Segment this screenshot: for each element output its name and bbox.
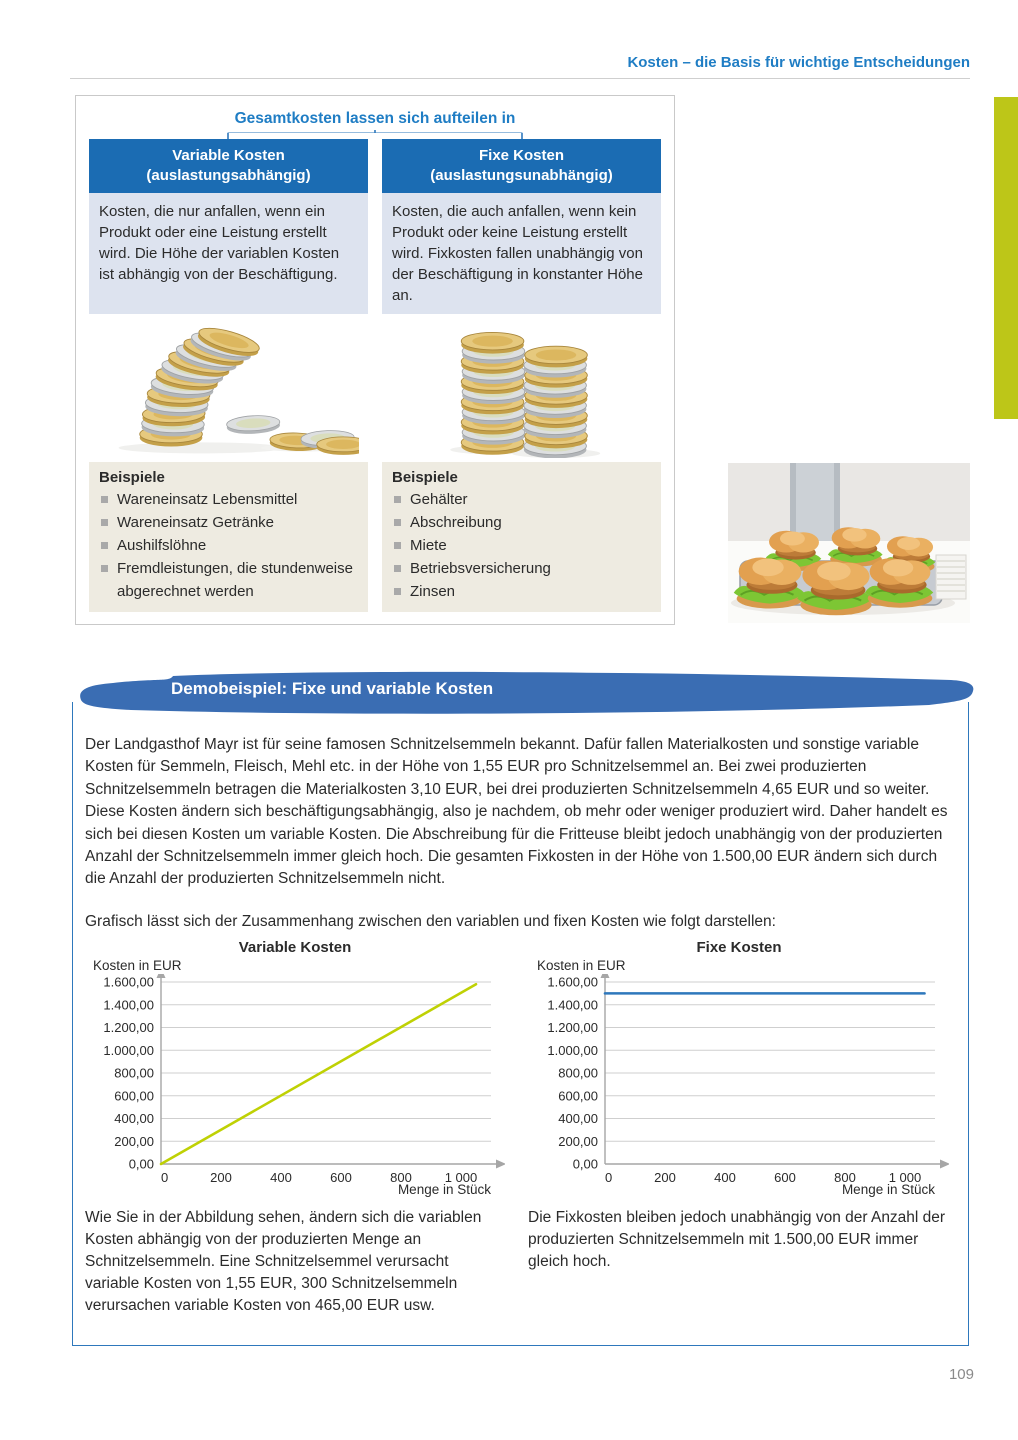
list-item [392,534,651,557]
list-item [99,488,358,511]
y-tick-label: 1.400,00 [547,997,598,1013]
list-item [99,557,358,603]
y-tick-label: 400,00 [558,1110,598,1126]
variable-costs-chart [85,939,505,1197]
example-text: Betriebsversicherung [410,560,551,577]
coins-stacks-icon [392,320,652,458]
variable-costs-subheading: (auslastungsabhängig) [146,167,311,184]
schnitzelsemmeln-photo [728,463,970,623]
fixed-costs-examples [382,462,661,612]
list-item [392,488,651,511]
chart-title: Variable Kosten [238,938,352,956]
charts-row [85,939,956,1197]
x-tick-label: 600 [330,1169,352,1184]
napkin-stack [936,555,966,599]
fixed-costs-header [382,139,661,193]
header-rule [70,78,970,79]
x-axis-arrow [496,1159,505,1168]
y-tick-label: 400,00 [114,1110,154,1126]
demo-banner-title: Demobeispiel: Fixe und variable Kosten [171,679,494,698]
x-tick-label: 1 000 [444,1169,478,1184]
example-text: Wareneinsatz Getränke [117,514,275,531]
variable-chart-caption: Wie Sie in der Abbildung sehen, ändern sich die variablen Kosten abhängig von der produzierten Menge an Schnitzelsemmeln. Eine Schnitzelsemmel verursacht variable Kosten von 1,55 EUR, 300 Schnitzelsemmeln verursachen variable Kosten von 465,00 EUR usw. [85,1208,482,1314]
y-tick-label: 0,00 [128,1156,154,1172]
example-text: Wareneinsatz Lebensmittel [117,491,298,508]
demo-paragraph: Der Landgasthof Mayr ist für seine famosen Schnitzelsemmeln bekannt. Dafür fallen Materialkosten und sonstige variable Kosten für Semmeln, Fleisch, Mehl etc. in der Höhe von 1,55 EUR pro Schnitzelsemmel an. Bei zwei produzierten Schnitzelsemmeln betragen die Materialkosten 3,10 EUR, bei drei produzierten Schnitzelsemmeln 4,65 EUR und so weiter. Diese Kosten ändern sich beschäftigungsabhängig, also je nachdem, ob mehr oder weniger produziert wird. Daher handelt es sich bei diesen Kosten um variable Kosten. Die Abschreibung für die Fritteuse bleibt jedoch unabhängig von der produzierten Anzahl der Schnitzelsemmeln immer gleich hoch. Die gesamten Fixkosten in der Höhe von 1.500,00 EUR ändern sich durch die Anzahl der produzierten Schnitzelsemmeln nicht. [85,736,948,888]
x-tick-label: 1 000 [888,1169,922,1184]
y-tick-label: 600,00 [558,1088,598,1104]
list-item [392,511,651,534]
example-text: Gehälter [410,491,468,508]
y-axis-arrow [157,974,166,978]
y-tick-label: 1.600,00 [547,974,598,990]
x-tick-label: 200 [654,1169,676,1184]
list-item [99,534,358,557]
demo-example-box [72,679,969,1346]
examples-title: Beispiele [99,469,165,486]
overview-title: Gesamtkosten lassen sich aufteilen in [234,110,516,127]
y-axis-label: Kosten in EUR [537,957,626,973]
example-text: Aushilfslöhne [117,537,207,554]
x-tick-label: 400 [270,1169,292,1184]
page-number: 109 [948,1366,974,1383]
y-tick-label: 1.400,00 [103,997,154,1013]
chapter-edge-tab [994,97,1018,419]
list-item [392,557,651,580]
leaning-coin-stack-image [89,314,368,462]
variable-costs-heading: Variable Kosten [172,147,285,164]
fixed-costs-heading: Fixe Kosten [478,147,565,164]
y-tick-label: 200,00 [114,1133,154,1149]
fixed-chart-caption: Die Fixkosten bleiben jedoch unabhängig von der Anzahl der produzierten Schnitzelsemmeln mit 1.500,00 EUR immer gleich hoch. [528,1208,946,1270]
y-tick-label: 0,00 [572,1156,598,1172]
y-tick-label: 1.200,00 [547,1019,598,1035]
y-tick-label: 1.200,00 [103,1019,154,1035]
x-tick-label: 0 [605,1169,613,1184]
y-tick-label: 800,00 [558,1065,598,1081]
y-tick-label: 1.600,00 [103,974,154,990]
y-tick-label: 200,00 [558,1133,598,1149]
coins-leaning-icon [99,320,359,458]
x-axis-label: Menge in Stück [841,1181,935,1197]
captions-row [85,1207,956,1317]
fixed-costs-description: Kosten, die auch anfallen, wenn kein Produkt oder keine Leistung erstellt wird. Fixkosten fallen unabhängig von der Beschäftigung in konstanter Höhe an. [382,193,661,314]
x-tick-label: 800 [834,1169,856,1184]
y-tick-label: 1.000,00 [103,1042,154,1058]
y-tick-label: 600,00 [114,1088,154,1104]
variable-costs-examples [89,462,368,612]
x-tick-label: 600 [774,1169,796,1184]
chart-title: Fixe Kosten [696,938,782,956]
x-tick-label: 400 [714,1169,736,1184]
x-axis-label: Menge in Stück [397,1181,491,1197]
example-text: Fremdleistungen, die stundenweise abgerechnet werden [117,560,353,600]
x-axis-arrow [940,1159,949,1168]
y-tick-label: 1.000,00 [547,1042,598,1058]
variable-costs-header [89,139,368,193]
cost-overview-panel [75,95,675,625]
demo-banner [69,670,979,716]
data-line [161,984,476,1164]
demo-lead-in: Grafisch lässt sich der Zusammenhang zwischen den variablen und fixen Kosten wie folgt darstellen: [85,912,776,930]
tree-connector-lines [89,130,661,139]
list-item [99,511,358,534]
fixed-costs-plot [529,974,949,1184]
x-tick-label: 0 [161,1169,169,1184]
variable-costs-description: Kosten, die nur anfallen, wenn ein Produkt oder eine Leistung erstellt wird. Die Höhe der variablen Kosten ist abhängig von der Beschäftigung. [89,193,368,314]
x-tick-label: 800 [390,1169,412,1184]
y-axis-arrow [601,974,610,978]
example-text: Zinsen [410,583,456,600]
fixed-costs-subheading: (auslastungsunabhängig) [430,167,613,184]
straight-coin-stacks-image [382,314,661,462]
variable-costs-plot [85,974,505,1184]
example-text: Miete [410,537,447,554]
fixed-costs-chart [529,939,949,1197]
list-item [392,580,651,603]
y-tick-label: 800,00 [114,1065,154,1081]
example-text: Abschreibung [410,514,502,531]
examples-title: Beispiele [392,469,458,486]
y-axis-label: Kosten in EUR [93,957,182,973]
x-tick-label: 200 [210,1169,232,1184]
page-header: Kosten – die Basis für wichtige Entscheidungen [627,54,970,71]
